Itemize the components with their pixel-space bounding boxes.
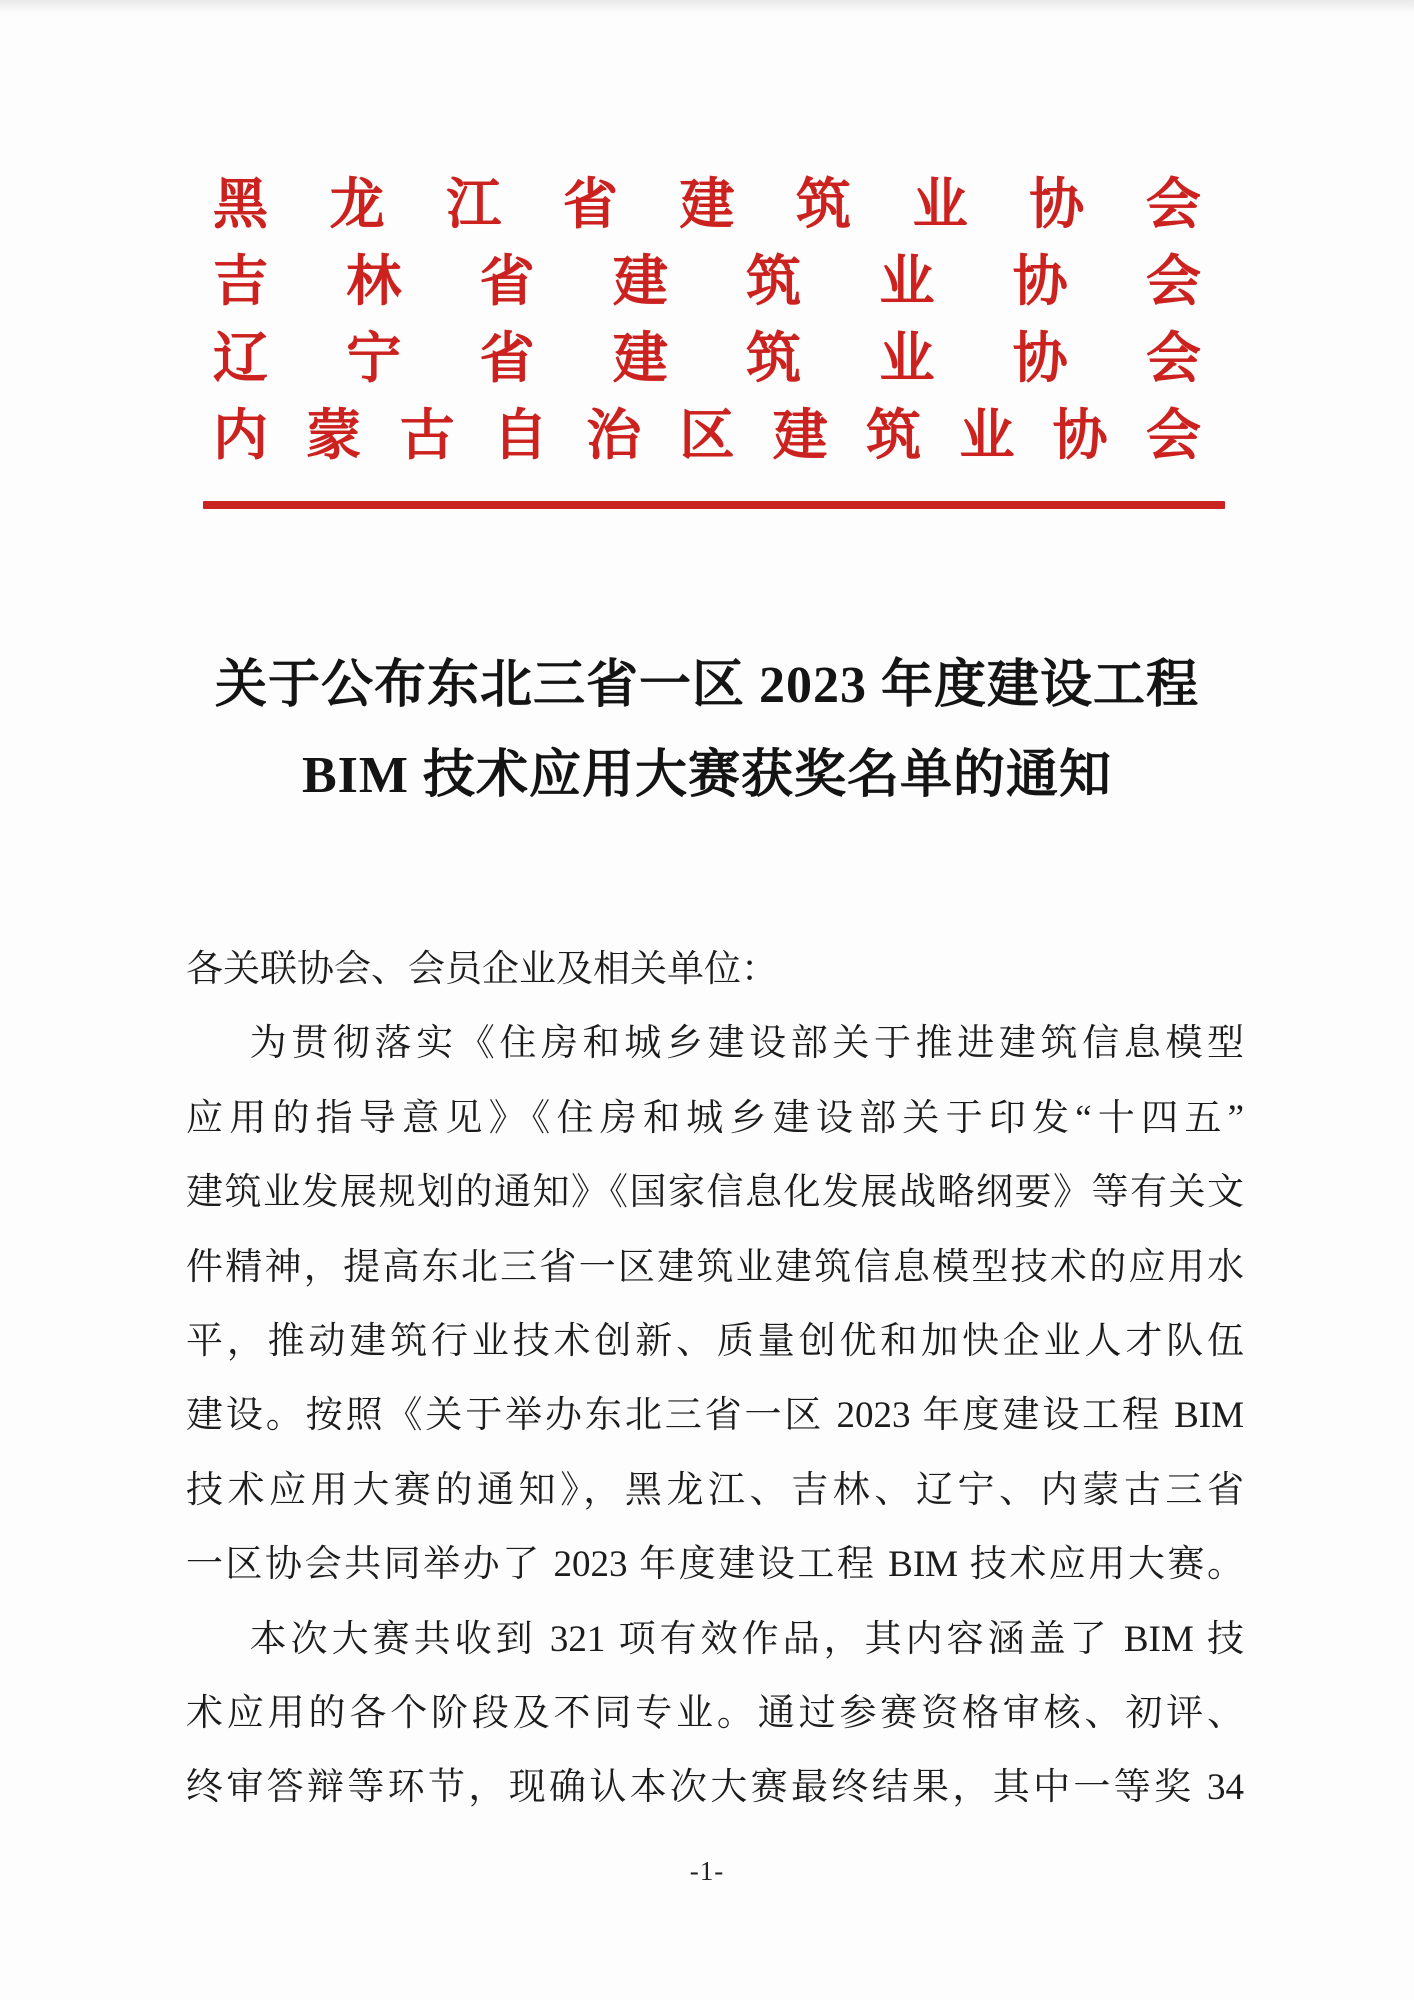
document-title — [0, 641, 1414, 821]
body-line: 本次大赛共收到 321 项有效作品，其内容涵盖了 BIM 技 — [249, 1618, 1244, 1660]
body-line: 建设。按照《关于举办东北三省一区 2023 年度建设工程 BIM — [186, 1395, 1244, 1437]
body-line: 建筑业发展规划的通知》《国家信息化发展战略纲要》等有关文 — [186, 1172, 1244, 1214]
body-line: 应用的指导意见》《住房和城乡建设部关于印发“十四五” — [186, 1097, 1244, 1139]
body-line: 为贯彻落实《住房和城乡建设部关于推进建筑信息模型 — [249, 1023, 1244, 1065]
letterhead-line: 内 蒙 古 自 治 区 建 筑 业 协 会 — [213, 405, 1201, 466]
letterhead-divider — [203, 501, 1225, 509]
document-title-line1: 关于公布东北三省一区 2023 年度建设工程 — [214, 657, 1199, 714]
page-number: -1- — [689, 1856, 725, 1886]
body-line: 终审答辩等环节，现确认本次大赛最终结果，其中一等奖 34 — [186, 1767, 1244, 1809]
body-text — [186, 933, 1244, 1826]
letterhead — [213, 166, 1201, 474]
letterhead-line: 黑 龙 江 省 建 筑 业 协 会 — [213, 174, 1201, 235]
letterhead-line: 辽 宁 省 建 筑 业 协 会 — [213, 328, 1201, 389]
body-line: 平，推动建筑行业技术创新、质量创优和加快企业人才队伍 — [186, 1320, 1244, 1362]
body-line: 各关联协会、会员企业及相关单位： — [186, 949, 778, 990]
letterhead-line: 吉 林 省 建 筑 业 协 会 — [213, 251, 1201, 312]
document-title-line2: BIM 技术应用大赛获奖名单的通知 — [301, 747, 1112, 804]
body-line: 一区协会共同举办了 2023 年度建设工程 BIM 技术应用大赛。 — [186, 1544, 1244, 1586]
body-line: 术应用的各个阶段及不同专业。通过参赛资格审核、初评、 — [186, 1692, 1244, 1734]
body-line: 技术应用大赛的通知》，黑龙江、吉林、辽宁、内蒙古三省 — [186, 1469, 1244, 1511]
body-line: 件精神，提高东北三省一区建筑业建筑信息模型技术的应用水 — [186, 1246, 1244, 1288]
